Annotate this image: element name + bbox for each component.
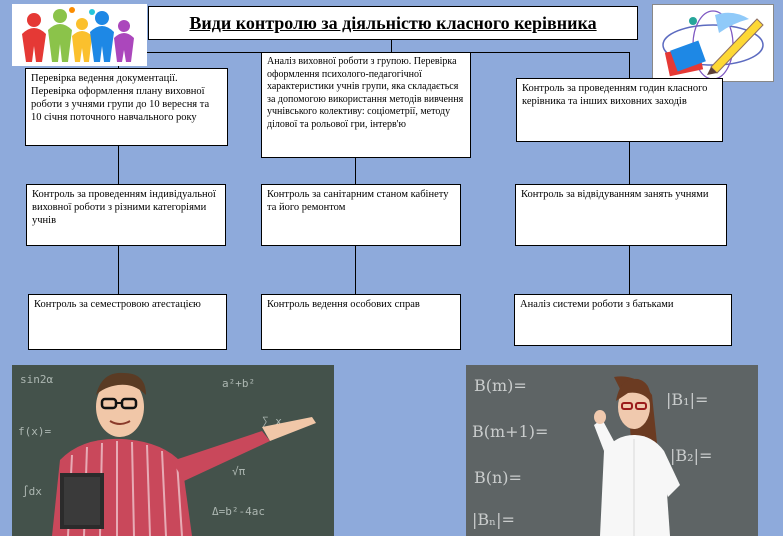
connector-col3-top <box>629 52 630 78</box>
left-formula: √π <box>232 465 246 478</box>
teacher-woman-illustration <box>466 365 758 536</box>
box-class-hours-control-text: Контроль за проведенням годин класного керівника та інших виховних заходів <box>522 83 708 107</box>
right-formula: |B₂|= <box>670 446 713 465</box>
connector-col1-mid <box>118 146 119 184</box>
box-attendance-control <box>515 184 727 246</box>
box-sanitary-control <box>261 184 461 246</box>
left-formula: ∫dx <box>22 485 42 498</box>
diagram-title: Види контролю за діяльністю класного керівника <box>189 12 597 33</box>
books-pencil-icon <box>653 5 773 81</box>
box-group-work-analysis-text: Аналіз виховної роботи з групою. Перевірка оформлення психолого-педагогічної характеристики учнів групи, яка складається за допомогою використання методів вивчення учнівського колективу: соціометрії, методу ділової та рольової гри, інтерв'ю <box>267 56 464 130</box>
right-formula: |Bₙ|= <box>472 510 515 529</box>
box-class-hours-control <box>516 78 723 142</box>
box-personal-files <box>261 294 461 350</box>
connector-col3-low <box>629 246 630 294</box>
connector-title-down <box>391 38 392 52</box>
teacher-photo-right <box>466 365 758 536</box>
right-formula: B(n)= <box>474 468 522 487</box>
box-semester-attestation <box>28 294 227 350</box>
teacher-man-illustration <box>12 365 334 536</box>
right-formula: |B₁|= <box>666 390 709 409</box>
box-parents-work-analysis-text: Аналіз системи роботи з батьками <box>520 299 674 310</box>
box-documentation-check <box>25 68 228 146</box>
diagram-title-box <box>148 6 638 40</box>
box-parents-work-analysis <box>514 294 732 346</box>
box-individual-work-control-text: Контроль за проведенням індивідуальної виховної роботи з різними категоріями учнів <box>32 189 216 226</box>
box-attendance-control-text: Контроль за відвідуванням занять учнями <box>521 189 709 200</box>
family-logo-icon <box>12 4 147 66</box>
left-formula: f(x)= <box>18 425 52 438</box>
connector-col1-low <box>118 246 119 294</box>
box-sanitary-control-text: Контроль за санітарним станом кабінету та його ремонтом <box>267 189 449 213</box>
box-documentation-check-text: Перевірка ведення документації. Перевірка оформлення плану виховної роботи з учнями групи до 10 вересня та 10 січня поточного навчального року <box>31 73 210 123</box>
teacher-photo-left <box>12 365 334 536</box>
left-formula: a²+b² <box>222 377 256 390</box>
connector-col2-mid <box>355 158 356 184</box>
right-formula: B(m)= <box>474 376 527 395</box>
family-logo <box>12 4 147 66</box>
right-formula: B(m+1)= <box>472 422 549 441</box>
left-formula: sin2α <box>20 373 54 386</box>
box-personal-files-text: Контроль ведення особових справ <box>267 299 420 310</box>
box-group-work-analysis <box>261 52 471 158</box>
left-formula: ∑ x <box>262 415 282 428</box>
box-individual-work-control <box>26 184 226 246</box>
left-formula: Δ=b²-4ac <box>212 505 265 518</box>
connector-col2-low <box>355 246 356 294</box>
education-logo <box>652 4 774 82</box>
box-semester-attestation-text: Контроль за семестровою атестацією <box>34 299 201 310</box>
connector-col3-mid <box>629 142 630 184</box>
